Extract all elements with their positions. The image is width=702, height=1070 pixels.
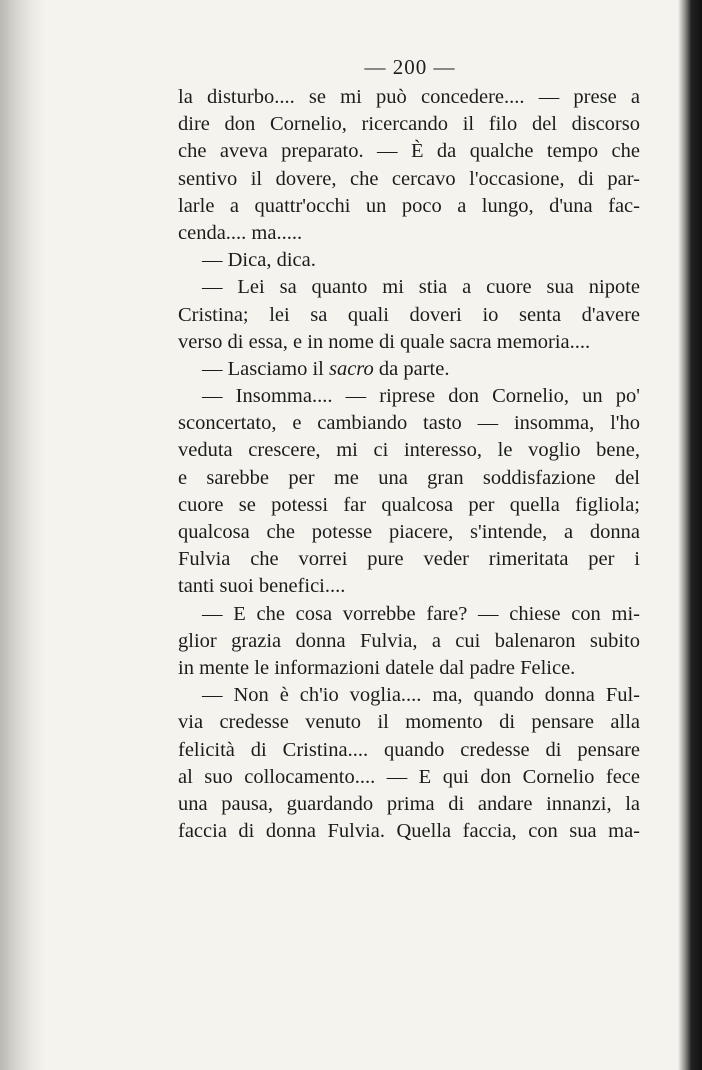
text-line: cuore se potessi far qualcosa per quella figliola; [178, 493, 640, 516]
text-line: al suo collocamento.... — E qui don Cornelio fece [178, 765, 640, 788]
text-line: in mente le informazioni datele dal padre Felice. [178, 656, 576, 679]
page-number: — 200 — [364, 55, 456, 79]
text-line: — E che cosa vorrebbe fare? — chiese con mi- [202, 602, 640, 625]
text-line: Fulvia che vorrei pure veder rimeritata per i [178, 548, 640, 571]
text-line: sconcertato, e cambiando tasto — insomma, l'ho [178, 412, 640, 435]
text-line: che aveva preparato. — È da qualche tempo che [178, 140, 640, 163]
text-line: tanti suoi benefici.... [178, 575, 346, 598]
body-text [178, 84, 640, 845]
text-line: — Lasciamo il sacro da parte. [202, 357, 450, 380]
text-line: la disturbo.... se mi può concedere.... — prese a [178, 86, 640, 108]
text-line: sentivo il dovere, che cercavo l'occasione, di par- [178, 167, 640, 190]
text-line: cenda.... ma..... [178, 221, 303, 244]
page-edge [678, 0, 702, 1070]
text-line: via credesse venuto il momento di pensare alla [178, 711, 640, 734]
text-line: veduta crescere, mi ci interesso, le voglio bene, [178, 439, 640, 462]
text-line: — Non è ch'io voglia.... ma, quando donna Ful- [202, 684, 640, 707]
text-line: una pausa, guardando prima di andare innanzi, la [178, 792, 640, 815]
text-line: glior grazia donna Fulvia, a cui balenaron subito [178, 629, 640, 652]
text-line: faccia di donna Fulvia. Quella faccia, con sua ma- [178, 820, 640, 843]
text-line: verso di essa, e in nome di quale sacra memoria.... [178, 330, 591, 353]
text-line: dire don Cornelio, ricercando il filo del discorso [178, 113, 640, 136]
text-line: — Dica, dica. [202, 249, 316, 272]
text-line: e sarebbe per me una gran soddisfazione del [178, 466, 640, 489]
text-line: — Insomma.... — riprese don Cornelio, un po' [202, 385, 640, 408]
binding-shadow [0, 0, 46, 1070]
italic-word: sacro [328, 357, 374, 380]
text-line: felicità di Cristina.... quando credesse di pensare [178, 738, 640, 761]
text-line: — Lei sa quanto mi stia a cuore sua nipote [202, 276, 640, 299]
text-line: larle a quattr'occhi un poco a lungo, d'una fac- [178, 194, 640, 217]
text-line: qualcosa che potesse piacere, s'intende, a donna [178, 521, 640, 543]
text-line: Cristina; lei sa quali doveri io senta d'avere [178, 303, 640, 326]
